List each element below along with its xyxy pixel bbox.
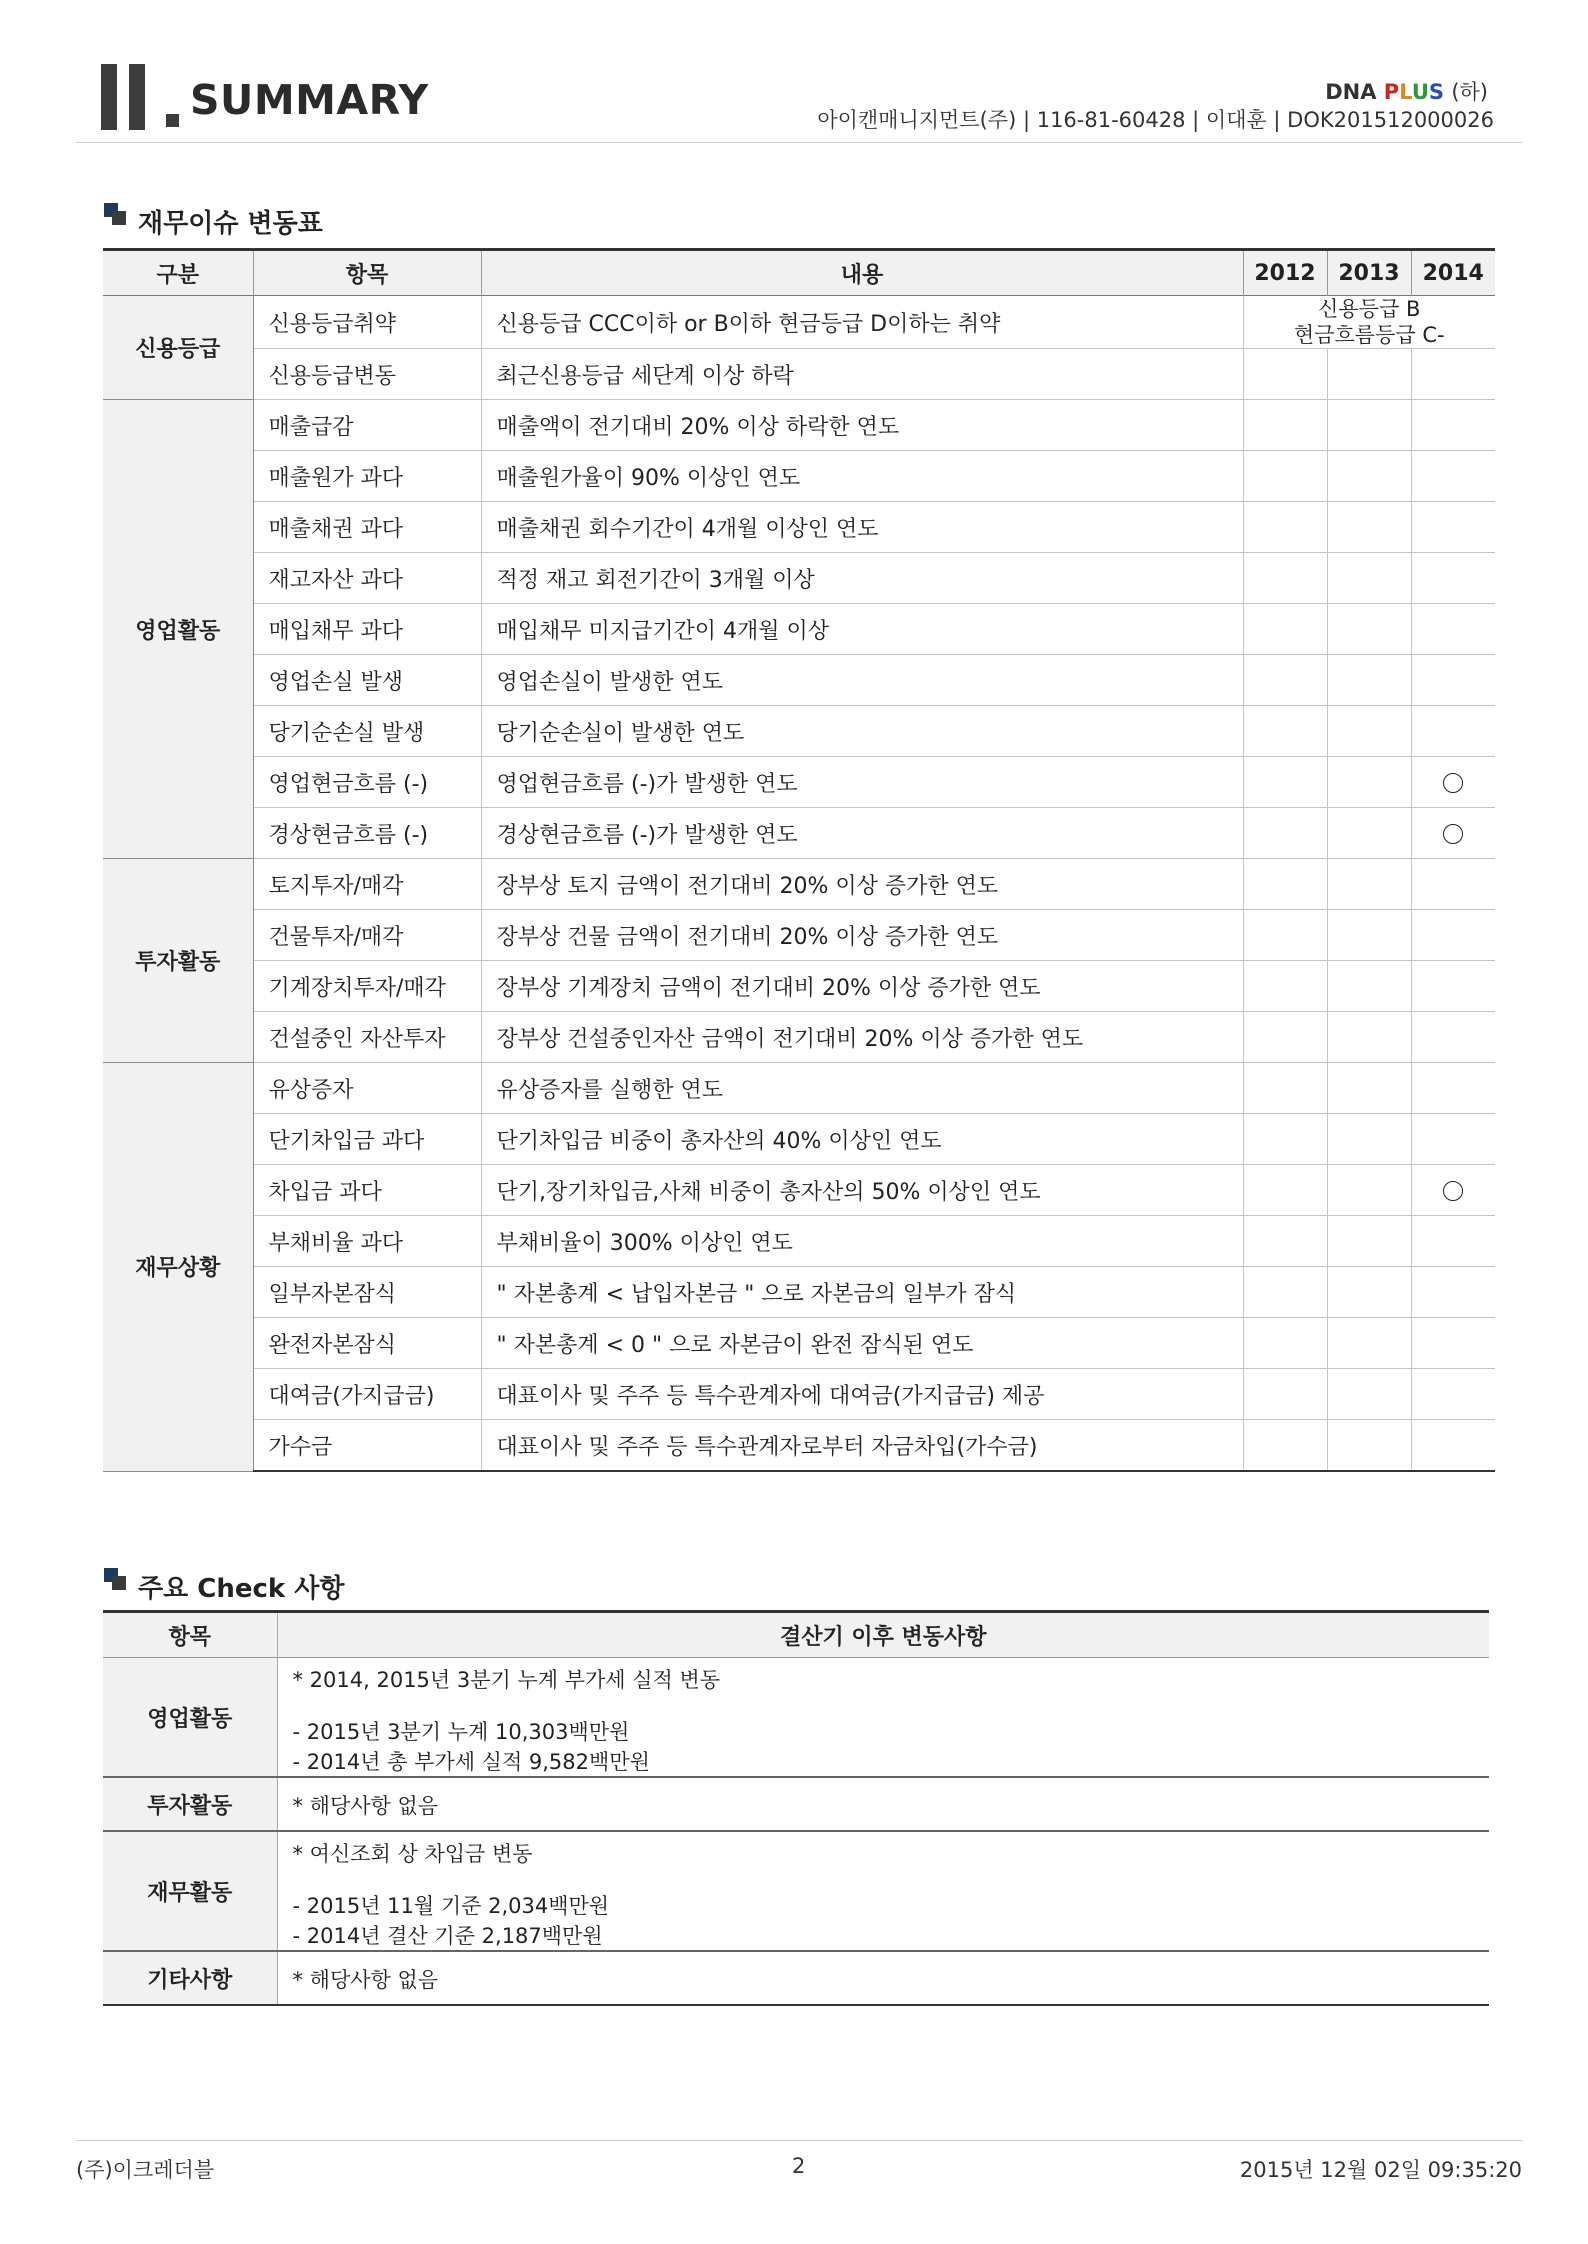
item-cell: 건설중인 자산투자: [253, 1012, 481, 1063]
category-cell: 재무활동: [103, 1831, 277, 1951]
table-row: [103, 859, 1495, 910]
item-cell: 건물투자/매각: [253, 910, 481, 961]
table-row: [103, 655, 1495, 706]
year-2014-cell: [1411, 961, 1495, 1012]
description-cell: " 자본총계 < 납입자본금 " 으로 자본금의 일부가 잠식: [481, 1267, 1243, 1318]
description-cell: 장부상 기계장치 금액이 전기대비 20% 이상 증가한 연도: [481, 961, 1243, 1012]
year-2012-cell: [1243, 910, 1327, 961]
year-2012-cell: [1243, 1369, 1327, 1420]
year-2013-cell: [1327, 1420, 1411, 1472]
year-2013-cell: [1327, 451, 1411, 502]
table-row: [103, 1114, 1495, 1165]
item-cell: 매입채무 과다: [253, 604, 481, 655]
year-2013-cell: [1327, 1165, 1411, 1216]
year-2014-cell: [1411, 604, 1495, 655]
category-cell: 재무상황: [103, 1063, 253, 1472]
year-2013-cell: [1327, 1369, 1411, 1420]
item-cell: 신용등급변동: [253, 349, 481, 400]
item-cell: 가수금: [253, 1420, 481, 1472]
year-2014-cell: [1411, 757, 1495, 808]
year-2012-cell: [1243, 1114, 1327, 1165]
section-square-icon: [104, 203, 126, 225]
section-numeral-logo: [101, 64, 145, 130]
year-2013-cell: [1327, 1216, 1411, 1267]
description-cell: 영업현금흐름 (-)가 발생한 연도: [481, 757, 1243, 808]
description-cell: 당기순손실이 발생한 연도: [481, 706, 1243, 757]
year-2014-cell: [1411, 910, 1495, 961]
year-2013-cell: [1327, 349, 1411, 400]
year-2012-cell: [1243, 400, 1327, 451]
year-2014-cell: [1411, 808, 1495, 859]
description-cell: 유상증자를 실행한 연도: [481, 1063, 1243, 1114]
description-cell: 매입채무 미지급기간이 4개월 이상: [481, 604, 1243, 655]
year-2012-cell: [1243, 349, 1327, 400]
year-2013-cell: [1327, 400, 1411, 451]
item-cell: 차입금 과다: [253, 1165, 481, 1216]
description-cell: 단기,장기차입금,사채 비중이 총자산의 50% 이상인 연도: [481, 1165, 1243, 1216]
section-numeral-dot: [166, 114, 179, 127]
category-cell: 기타사항: [103, 1951, 277, 2005]
footer-timestamp: 2015년 12월 02일 09:35:20: [1239, 2158, 1522, 2182]
year-2013-cell: [1327, 1267, 1411, 1318]
year-2014-cell: [1411, 400, 1495, 451]
item-cell: 단기차입금 과다: [253, 1114, 481, 1165]
year-2014-cell: [1411, 1318, 1495, 1369]
change-detail-cell: [277, 1831, 1489, 1951]
year-2014-cell: [1411, 1267, 1495, 1318]
year-2012-cell: [1243, 1216, 1327, 1267]
description-cell: 경상현금흐름 (-)가 발생한 연도: [481, 808, 1243, 859]
year-2012-cell: [1243, 655, 1327, 706]
item-cell: 신용등급취약: [253, 296, 481, 349]
year-2014-cell: [1411, 1012, 1495, 1063]
year-2012-cell: [1243, 604, 1327, 655]
credit-rating-line: 신용등급 B: [1318, 297, 1421, 321]
col-header: 2014: [1411, 250, 1495, 296]
item-cell: 기계장치투자/매각: [253, 961, 481, 1012]
year-2012-cell: [1243, 1318, 1327, 1369]
brand-label: DNA PLUS (하): [1325, 80, 1488, 104]
year-2013-cell: [1327, 757, 1411, 808]
table-row: [103, 1420, 1495, 1472]
item-cell: 영업현금흐름 (-): [253, 757, 481, 808]
table-row: [103, 910, 1495, 961]
year-2014-cell: [1411, 553, 1495, 604]
year-2014-cell: [1411, 1114, 1495, 1165]
year-2012-cell: [1243, 1420, 1327, 1472]
year-2014-cell: [1411, 451, 1495, 502]
item-cell: 매출원가 과다: [253, 451, 481, 502]
year-2012-cell: [1243, 757, 1327, 808]
year-2013-cell: [1327, 1318, 1411, 1369]
table-row: [103, 400, 1495, 451]
year-2014-cell: [1411, 1420, 1495, 1472]
description-cell: 신용등급 CCC이하 or B이하 현금등급 D이하는 취약: [481, 296, 1243, 349]
year-2012-cell: [1243, 553, 1327, 604]
description-cell: 장부상 건물 금액이 전기대비 20% 이상 증가한 연도: [481, 910, 1243, 961]
description-cell: 적정 재고 회전기간이 3개월 이상: [481, 553, 1243, 604]
category-cell: 투자활동: [103, 859, 253, 1063]
section-title-financial-issues: 재무이슈 변동표: [138, 209, 323, 239]
change-detail-cell: [277, 1777, 1489, 1831]
credit-rating-line: 현금흐름등급 C-: [1293, 323, 1445, 347]
year-2014-cell: [1411, 349, 1495, 400]
item-cell: 일부자본잠식: [253, 1267, 481, 1318]
item-cell: 매출급감: [253, 400, 481, 451]
year-2013-cell: [1327, 706, 1411, 757]
table-row: [103, 553, 1495, 604]
table-row: [103, 451, 1495, 502]
year-2012-cell: [1243, 1165, 1327, 1216]
detail-line: * 여신조회 상 차입금 변동: [292, 1842, 533, 1866]
detail-line: - 2015년 11월 기준 2,034백만원: [292, 1894, 610, 1918]
col-header: 2013: [1327, 250, 1411, 296]
change-detail-cell: [277, 1658, 1489, 1778]
year-2012-cell: [1243, 1063, 1327, 1114]
category-cell: 영업활동: [103, 1658, 277, 1778]
table-row: [103, 1658, 1489, 1778]
page-number: 2: [792, 2154, 806, 2178]
year-2013-cell: [1327, 1114, 1411, 1165]
detail-line: - 2014년 총 부가세 실적 9,582백만원: [292, 1750, 650, 1774]
description-cell: " 자본총계 < 0 " 으로 자본금이 완전 잠식된 연도: [481, 1318, 1243, 1369]
table-row: [103, 1951, 1489, 2005]
year-2013-cell: [1327, 604, 1411, 655]
table-row: [103, 1012, 1495, 1063]
description-cell: 매출원가율이 90% 이상인 연도: [481, 451, 1243, 502]
category-cell: 영업활동: [103, 400, 253, 859]
description-cell: 부채비율이 300% 이상인 연도: [481, 1216, 1243, 1267]
col-header: 결산기 이후 변동사항: [277, 1612, 1489, 1658]
year-2012-cell: [1243, 502, 1327, 553]
table-row: [103, 1831, 1489, 1951]
year-2013-cell: [1327, 655, 1411, 706]
description-cell: 장부상 토지 금액이 전기대비 20% 이상 증가한 연도: [481, 859, 1243, 910]
item-cell: 영업손실 발생: [253, 655, 481, 706]
table-header-row: [103, 250, 1495, 296]
description-cell: 최근신용등급 세단계 이상 하락: [481, 349, 1243, 400]
table-row: [103, 349, 1495, 400]
financial-issues-table: [103, 248, 1495, 1472]
table-row: [103, 808, 1495, 859]
table-row: [103, 1777, 1489, 1831]
year-2012-cell: [1243, 808, 1327, 859]
circle-mark-icon: [1443, 1181, 1463, 1201]
year-2014-cell: [1411, 1369, 1495, 1420]
year-2012-cell: [1243, 451, 1327, 502]
col-header: 2012: [1243, 250, 1327, 296]
category-cell: 신용등급: [103, 296, 253, 400]
detail-line: - 2014년 결산 기준 2,187백만원: [292, 1924, 603, 1948]
section-square-icon: [104, 1568, 126, 1590]
year-2012-cell: [1243, 1267, 1327, 1318]
item-cell: 유상증자: [253, 1063, 481, 1114]
year-2013-cell: [1327, 502, 1411, 553]
table-row: [103, 1369, 1495, 1420]
footer-company: (주)이크레더블: [76, 2158, 215, 2182]
table-row: [103, 961, 1495, 1012]
credit-rating-note: [1243, 296, 1495, 349]
table-row: [103, 1165, 1495, 1216]
year-2014-cell: [1411, 1216, 1495, 1267]
table-header-row: [103, 1612, 1489, 1658]
year-2013-cell: [1327, 808, 1411, 859]
item-cell: 토지투자/매각: [253, 859, 481, 910]
year-2012-cell: [1243, 1012, 1327, 1063]
description-cell: 대표이사 및 주주 등 특수관계자에 대여금(가지급금) 제공: [481, 1369, 1243, 1420]
table-row: [103, 706, 1495, 757]
description-cell: 매출액이 전기대비 20% 이상 하락한 연도: [481, 400, 1243, 451]
year-2013-cell: [1327, 553, 1411, 604]
table-row: [103, 1216, 1495, 1267]
description-cell: 영업손실이 발생한 연도: [481, 655, 1243, 706]
detail-line: * 2014, 2015년 3분기 누계 부가세 실적 변동: [292, 1668, 721, 1692]
year-2014-cell: [1411, 1165, 1495, 1216]
year-2012-cell: [1243, 706, 1327, 757]
col-header: 구분: [103, 250, 253, 296]
check-items-table: [103, 1610, 1489, 2006]
year-2013-cell: [1327, 910, 1411, 961]
item-cell: 완전자본잠식: [253, 1318, 481, 1369]
table-row: [103, 1318, 1495, 1369]
year-2012-cell: [1243, 961, 1327, 1012]
change-detail-cell: [277, 1951, 1489, 2005]
table-row: [103, 757, 1495, 808]
section-title-check-items: 주요 Check 사항: [138, 1574, 345, 1604]
detail-line: * 해당사항 없음: [292, 1794, 439, 1818]
table-row: [103, 296, 1495, 349]
year-2013-cell: [1327, 961, 1411, 1012]
year-2014-cell: [1411, 655, 1495, 706]
description-cell: 대표이사 및 주주 등 특수관계자로부터 자금차입(가수금): [481, 1420, 1243, 1472]
company-info: 아이캔매니지먼트(주) | 116-81-60428 | 이대훈 | DOK201512000026: [817, 108, 1494, 132]
description-cell: 단기차입금 비중이 총자산의 40% 이상인 연도: [481, 1114, 1243, 1165]
year-2014-cell: [1411, 706, 1495, 757]
detail-line: * 해당사항 없음: [292, 1968, 439, 1992]
year-2012-cell: [1243, 859, 1327, 910]
table-row: [103, 502, 1495, 553]
circle-mark-icon: [1443, 824, 1463, 844]
item-cell: 재고자산 과다: [253, 553, 481, 604]
table-row: [103, 1063, 1495, 1114]
year-2014-cell: [1411, 1063, 1495, 1114]
item-cell: 매출채권 과다: [253, 502, 481, 553]
item-cell: 부채비율 과다: [253, 1216, 481, 1267]
description-cell: 장부상 건설중인자산 금액이 전기대비 20% 이상 증가한 연도: [481, 1012, 1243, 1063]
category-cell: 투자활동: [103, 1777, 277, 1831]
year-2013-cell: [1327, 1012, 1411, 1063]
col-header: 내용: [481, 250, 1243, 296]
footer-divider: [76, 2140, 1522, 2141]
col-header: 항목: [253, 250, 481, 296]
page-title: SUMMARY: [190, 76, 429, 124]
item-cell: 대여금(가지급금): [253, 1369, 481, 1420]
description-cell: 매출채권 회수기간이 4개월 이상인 연도: [481, 502, 1243, 553]
table-row: [103, 1267, 1495, 1318]
year-2014-cell: [1411, 502, 1495, 553]
item-cell: 당기순손실 발생: [253, 706, 481, 757]
year-2013-cell: [1327, 859, 1411, 910]
year-2014-cell: [1411, 859, 1495, 910]
col-header: 항목: [103, 1612, 277, 1658]
table-row: [103, 604, 1495, 655]
detail-line: - 2015년 3분기 누계 10,303백만원: [292, 1720, 630, 1744]
item-cell: 경상현금흐름 (-): [253, 808, 481, 859]
header-divider: [76, 142, 1522, 143]
year-2013-cell: [1327, 1063, 1411, 1114]
circle-mark-icon: [1443, 773, 1463, 793]
